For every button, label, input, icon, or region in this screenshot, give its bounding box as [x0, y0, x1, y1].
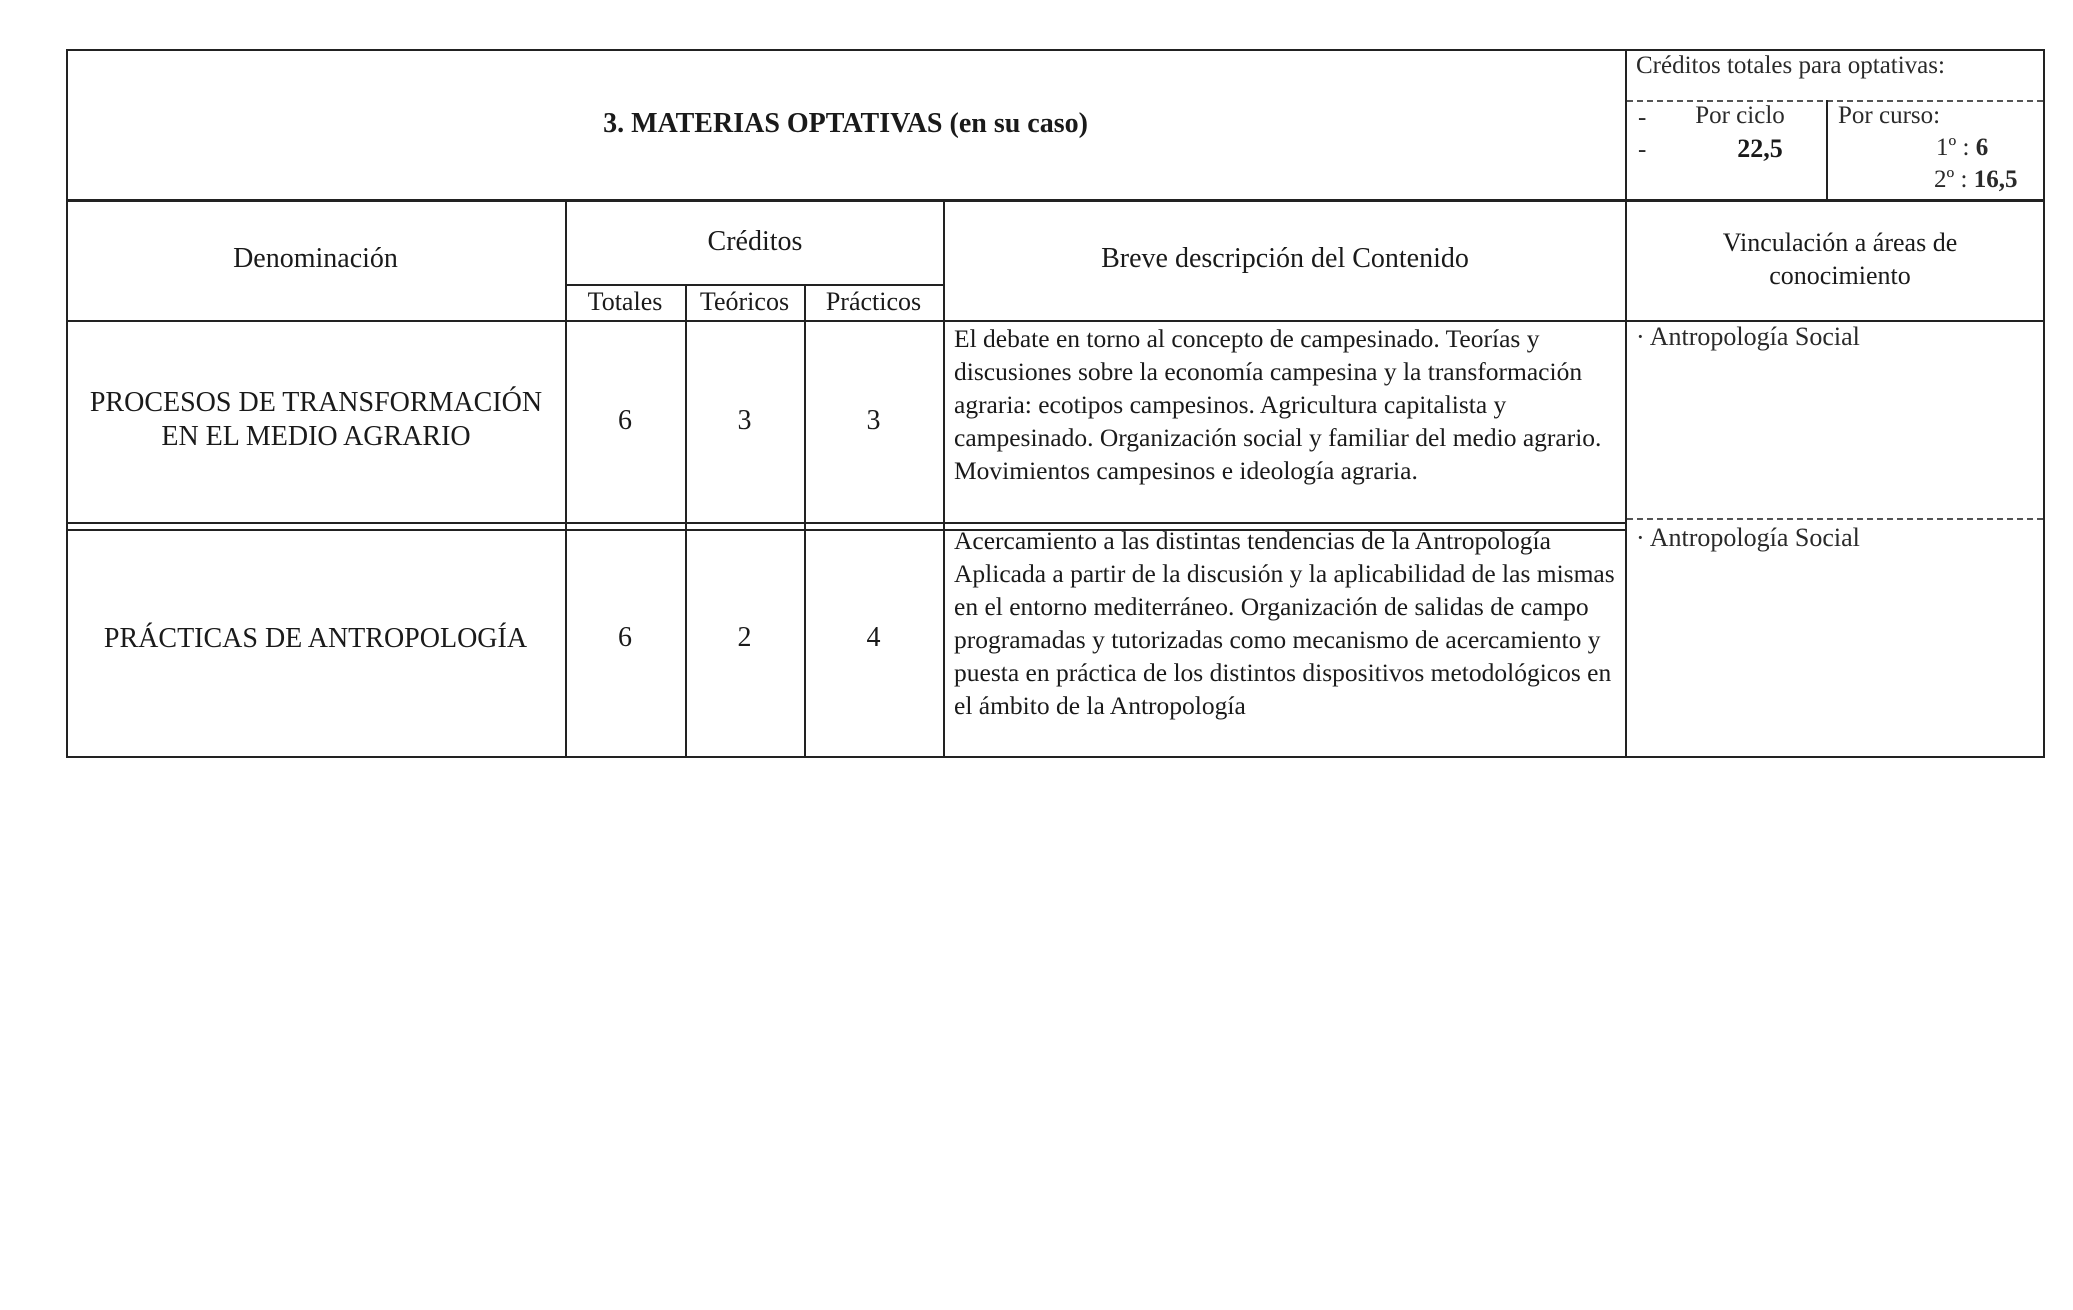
dash-2: -: [1638, 136, 1647, 163]
row-1-practicos: 3: [866, 405, 881, 436]
header-divider: [1625, 49, 1627, 202]
curso-2-value: 16,5: [1973, 166, 2018, 193]
curso-1-label: 1º :: [1936, 134, 1976, 161]
row-2-vinculacion: · Antropología Social: [1636, 523, 1860, 552]
row-1-totales: 6: [618, 405, 632, 436]
row-2-denominacion: PRÁCTICAS DE ANTROPOLOGÍA: [103, 623, 528, 654]
header-vinculacion: Vinculación a áreas de conocimiento: [1722, 228, 1958, 290]
col-line-practicos: [943, 199, 945, 758]
row-1-vinculacion: · Antropología Social: [1636, 322, 1860, 351]
curso-2-label: 2º :: [1934, 166, 1974, 193]
dash-1: -: [1638, 104, 1647, 131]
por-curso-label: Por curso:: [1838, 102, 1941, 129]
row-2-teoricos: 2: [737, 622, 752, 653]
curso-1-value: 6: [1975, 134, 1989, 161]
curso-2: [1934, 166, 2017, 194]
header-creditos: Créditos: [707, 226, 803, 257]
row-1-descripcion: El debate en torno al concepto de campesinado. Teorías y discusiones sobre la economía campesina y la transformación agraria: ecotipos campesinos. Agricultura capitalista y campesinado. Organización social y familiar del medio agrario. Movimientos campesinos e ideología agraria.: [954, 324, 1602, 485]
col-line-teoricos: [804, 284, 806, 758]
col-line-totales: [685, 284, 687, 758]
col-line-denominacion: [565, 199, 567, 758]
header-totales: Totales: [587, 287, 663, 316]
header-teoricos: Teóricos: [699, 287, 790, 316]
row-1-bottom-vinculacion: [1627, 518, 2043, 520]
creditos-totales-label: Créditos totales para optativas:: [1636, 52, 1945, 79]
col-line-descripcion: [1625, 199, 1627, 758]
header-descripcion: Breve descripción del Contenido: [1101, 243, 1469, 274]
creditos-subheader-line: [565, 284, 945, 286]
row-2-descripcion: Acercamiento a las distintas tendencias de la Antropología Aplicada a partir de la discusión y la aplicabilidad de las mismas en el entorno mediterráneo. Organización de salidas de campo programadas y tutorizadas como mecanismo de acercamiento y puesta en práctica de los distintos dispositivos metodológicos en el ámbito de la Antropología: [954, 526, 1615, 720]
por-ciclo-value: 22,5: [1737, 134, 1783, 163]
por-ciclo-label: Por ciclo: [1695, 102, 1785, 129]
section-title: 3. MATERIAS OPTATIVAS (en su caso): [603, 108, 1088, 139]
row-2-practicos: 4: [866, 622, 881, 653]
row-2-totales: 6: [618, 622, 632, 653]
header-practicos: Prácticos: [825, 287, 922, 316]
curso-1: [1936, 134, 1988, 162]
row-1-denominacion: PROCESOS DE TRANSFORMACIÓN EN EL MEDIO AGRARIO: [89, 387, 543, 452]
header-denominacion: Denominación: [233, 243, 398, 274]
row-1-teoricos: 3: [737, 405, 752, 436]
